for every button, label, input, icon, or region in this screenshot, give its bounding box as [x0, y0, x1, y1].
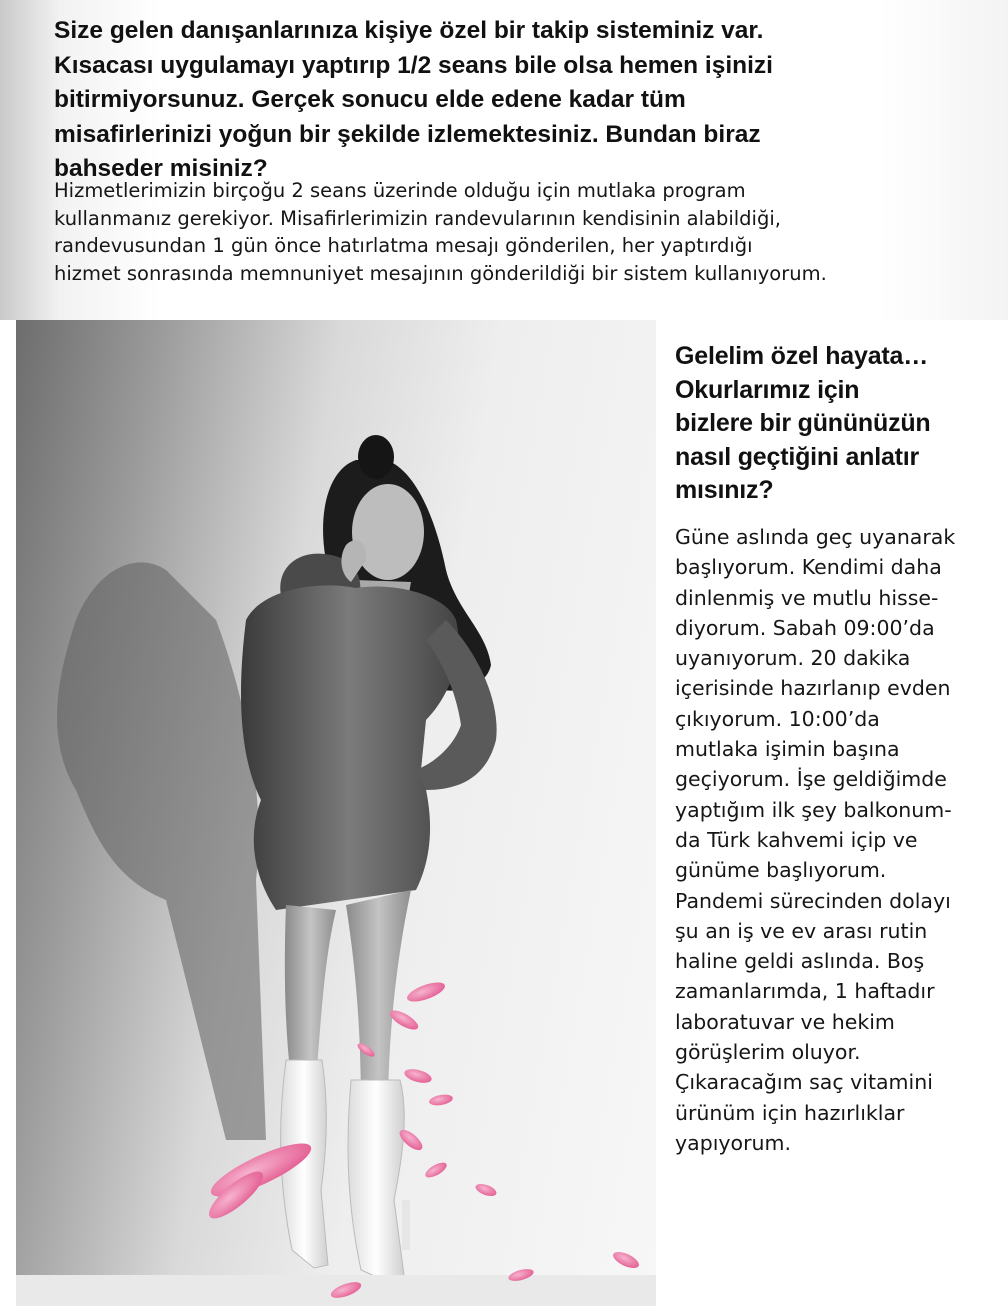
interview-answer-2: Güne aslında geç uyanarak başlıyorum. Kendimi daha dinlenmiş ve mutlu hisse- diyorum. Sabah 09:00’da uyanıyorum. 20 dakika içerisinde hazırlanıp evden çıkıyorum. 10:00’da mutlaka işimin başına geçiyorum. İşe geldiğimde yaptığım ilk şey balkonum- da Türk kahvemi içip ve günüme başlıyorum. Pandemi sürecinden dolayı şu an iş ve ev arası rutin haline geldi aslında. Boş zamanlarımda, 1 haftadır laboratuvar ve hekim görüşlerim oluyor. Çıkaracağım saç vitamini ürünüm için hazırlıklar yapıyorum. — [675, 525, 956, 1155]
portrait-photo — [16, 320, 656, 1306]
boot-heel — [402, 1200, 410, 1250]
dress — [241, 585, 459, 910]
left-leg — [285, 905, 336, 1080]
interview-question-2: Gelelim özel hayata… Okurlarımız için bizlere bir gününüzün nasıl geçtiğini anlatır mısınız? — [675, 342, 931, 504]
right-boot — [348, 1080, 404, 1282]
portrait-illustration — [16, 320, 656, 1306]
right-leg — [346, 890, 411, 1110]
hair-bun — [358, 435, 394, 479]
rose-petals — [203, 979, 641, 1302]
face — [352, 484, 424, 580]
wall-shadow — [57, 562, 266, 1140]
interview-answer-1: Hizmetlerimizin birçoğu 2 seans üzerinde olduğu için mutlaka program kullanmanız gerekiyor. Misafirlerimizin randevularının kendisinin alabildiği, randevusundan 1 gün önce hatırlatma mesajı gönderilen, her yaptırdığı hizmet sonrasında memnuniyet mesajının gönderildiği bir sistem kullanıyorum. — [54, 179, 827, 285]
interview-question-1: Size gelen danışanlarınıza kişiye özel bir takip sisteminiz var. Kısacası uygulamayı yaptırıp 1/2 seans bile olsa hemen işinizi bitirmiyorsunuz. Gerçek sonucu elde edene kadar tüm misafirlerinizi yoğun bir şekilde izlemektesiniz. Bundan biraz bahseder misiniz? — [54, 17, 773, 182]
